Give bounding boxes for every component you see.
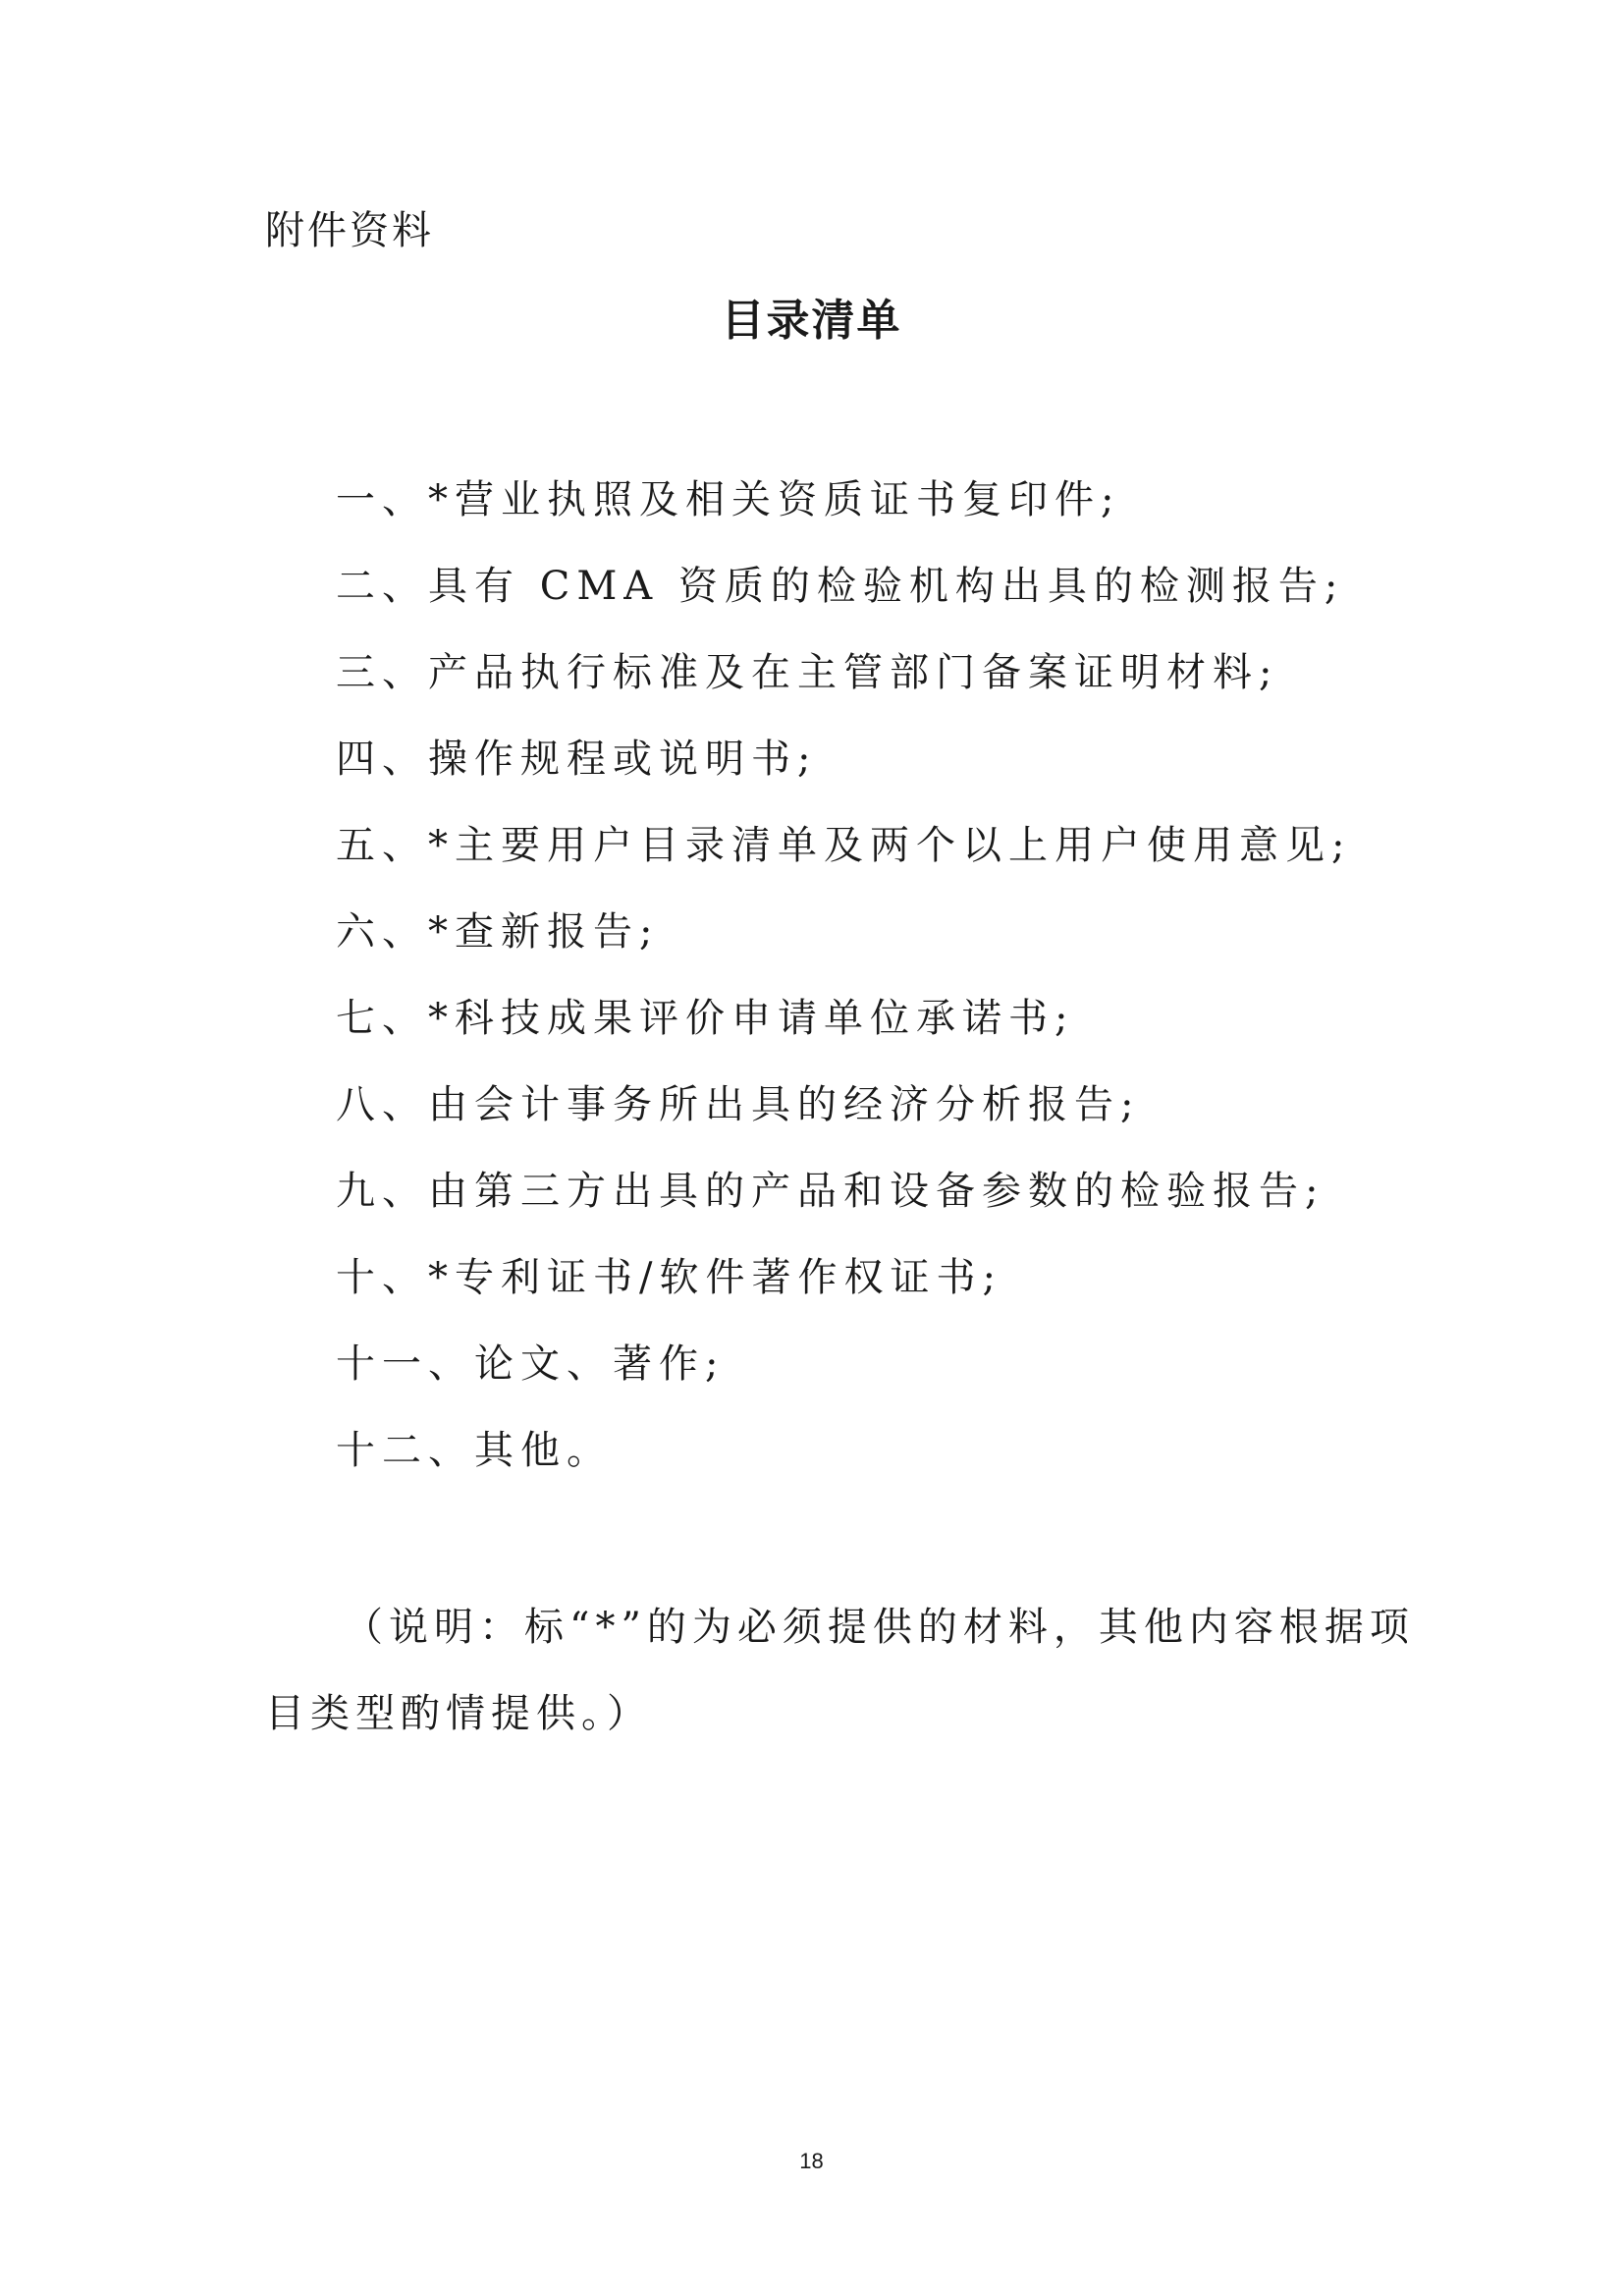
list-item: 四、操作规程或说明书;	[336, 737, 818, 782]
list-item: 十一、论文、著作;	[336, 1341, 726, 1387]
explanatory-note: （说明：标“*”的为必须提供的材料，其他内容根据项目类型酌情提供。）	[265, 1605, 1415, 1736]
list-item: 十、*专利证书/软件著作权证书;	[336, 1255, 1002, 1300]
list-item: 六、*查新报告;	[336, 909, 660, 955]
list-item: 九、由第三方出具的产品和设备参数的检验报告;	[336, 1169, 1325, 1214]
list-item: 三、产品执行标准及在主管部门备案证明材料;	[336, 650, 1279, 695]
list-item: 二、具有 CMA 资质的检验机构出具的检测报告;	[336, 564, 1345, 609]
list-item: 八、由会计事务所出具的经济分析报告;	[336, 1082, 1141, 1127]
list-item: 十二、其他。	[336, 1428, 613, 1473]
list-item: 五、*主要用户目录清单及两个以上用户使用意见;	[336, 823, 1352, 868]
attachment-label: 附件资料	[265, 208, 434, 253]
list-item: 七、*科技成果评价申请单位承诺书;	[336, 996, 1075, 1041]
document-title: 目录清单	[721, 296, 902, 346]
material-list	[336, 476, 1351, 1513]
list-item: 一、*营业执照及相关资质证书复印件;	[336, 477, 1121, 522]
page-number: 18	[799, 2149, 824, 2173]
